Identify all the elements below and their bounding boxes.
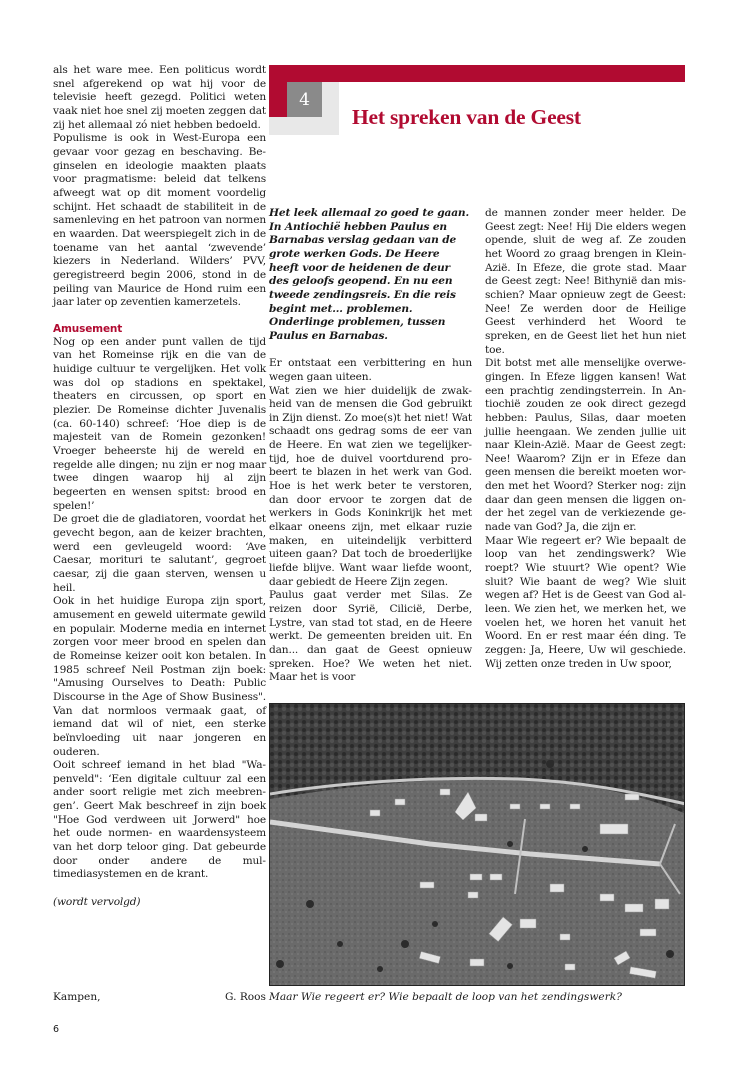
paragraph: Dit botst met alle menselijke overwegingen. In Efeze liggen kansen! Wat een prachtig zendingsterrein. In Antiochië zouden ze ook direct gezegd hebben: Paulus, Silas, daar moeten jullie heengaan. We zenden jullie uit naar Klein-Azië. Maar de Geest zegt: Nee! Waarom? Zijn er in Efeze dan geen mensen die bereikt moeten worden met het Woord? Sterker nog: zijn daar dan geen mensen die liggen onder het zegel van de verkiezende genade van God? Ja, die zijn er. [485,357,686,534]
signature-author: G. Roos [225,991,266,1003]
article-column-2 [485,207,686,671]
article-column-1 [269,207,472,685]
continued-note: (wordt vervolgd) [53,895,141,908]
article-title: Het spreken van de Geest [352,105,581,129]
signature-place: Kampen, [53,991,101,1003]
left-column [53,64,266,909]
subheading-amusement: Amusement [53,322,123,335]
paragraph: Wat zien we hier duidelijk de zwakheid van de mensen die God gebruikt in Zijn dienst. Zo moe(s)t het niet! Wat schaadt ons gedrag soms de eer van de Heere. En wat zien we tegelijkertijd, hoe de duivel voortdurend probeert te blazen in het werk van God. Hoe is het werk beter te verstoren, dan door ervoor te zorgen dat de werkers in Gods Koninkrijk het met elkaar oneens zijn, met elkaar ruzie maken, en uiteindelijk verbitterd uiteen gaan? Dat toch de broederlijke liefde blijve. Want waar liefde woont, daar gebiedt de Heere Zijn zegen. [269,384,472,588]
article-intro: Het leek allemaal zo goed te gaan. In Antiochië hebben Paulus en Barnabas verslag gedaan van de grote werken Gods. De Heere heeft voor de heidenen de deur des geloofs geopend. En nu een tweede zendingsreis. En die reis begint met... problemen. Onderlinge problemen, tussen Paulus en Barnabas. [269,207,469,342]
article-number-badge: 4 [287,82,322,117]
aerial-village-image [270,704,685,986]
paragraph: Paulus gaat verder met Silas. Ze reizen door Syrië, Cilicië, Derbe, Lystre, van stad tot stad, en de Heere werkt. De gemeenten breiden uit. En dan... dan gaat de Geest opnieuw spreken. Hoe? We weten het niet. Maar het is voor [269,589,472,684]
page-number: 6 [53,1024,60,1035]
signature [53,991,266,1003]
paragraph: Ook in het huidige Europa zijn sport, amusement en geweld uitermate gewild en populair. Moderne media en internet zorgen voor meer brood en spelen dan de Romeinse keizer ooit kon betalen. In 1985 schreef Neil Postman zijn boek: "Amusing Ourselves to Death: Public Discourse in the Age of Show Business". Van dat normloos vermaak gaat, of iemand dat wil of niet, een sterke beïnvloeding uit naar jongeren en ouderen. [53,595,266,758]
paragraph: als het ware mee. Een politicus wordt snel afgerekend op wat hij voor de televisie heeft gezegd. Politici weten vaak niet hoe snel zij moeten zeggen dat zij het allemaal zó niet hebben bedoeld. [53,64,266,131]
paragraph: Populisme is ook in West-Europa een gevaar voor gezag en beschaving. Beginselen en ideologie maakten plaats voor pragmatisme: beleid dat telkens afweegt wat op dit moment voordelig schijnt. Het schaadt de stabiliteit in de samenleving en het patroon van normen en waarden. Dat weerspiegelt zich in de toename van het aantal ‘zwevende’ kiezers in Nederland. Wilders’ PVV, geregistreerd begin 2006, stond in de peiling van Maurice de Hond ruim een jaar later op zeventien kamerzetels. [53,132,266,309]
paragraph: Er ontstaat een verbittering en hun wegen gaan uiteen. [269,357,472,383]
paragraph: Maar Wie regeert er? Wie bepaalt de loop van het zendingswerk? Wie roept? Wie stuurt? Wie opent? Wie sluit? Wie baant de weg? Wie sluit wegen af? Het is de Geest van God alleen. We zien het, we merken het, we voelen het, we horen het vanuit het Woord. En er rest maar één ding. Te zeggen: Ja, Heere, Uw wil geschiede. Wij zetten onze treden in Uw spoor, [485,534,686,670]
header-accent-vertical [269,65,287,117]
header-accent-bar [269,65,685,82]
paragraph: Ooit schreef iemand in het blad "Wapenveld": ‘Een digitale cultuur zal een ander soort religie met zich meebrengen’. Geert Mak beschreef in zijn boek "Hoe God verdween uit Jorwerd" hoe het oude normen- en waardensysteem van het dorp teloor ging. Dat gebeurde door onder andere de multimediasystemen en de krant. [53,759,266,881]
aerial-photo [269,703,685,986]
paragraph: Nog op een ander punt vallen de tijd van het Romeinse rijk en die van de huidige cultuur te vergelijken. Het volk was dol op stadions en spektakel, theaters en circussen, op sport en plezier. De Romeinse dichter Juvenalis (ca. 60-140) schreef: ‘Hoe diep is de majesteit van de Romein gezonken! Vroeger beheerste hij de wereld en regelde alle dingen; nu zijn er nog maar twee dingen waarop hij al zijn begeerten en wensen spitst: brood en spelen!’ [53,335,266,512]
paragraph: de mannen zonder meer helder. De Geest zegt: Nee! Hij Die elders wegen opende, sluit de weg af. Ze zouden het Woord zo graag brengen in Klein-Azië. In Efeze, die grote stad. Maar de Geest zegt: Nee! Bithynië dan misschien? Maar opnieuw zegt de Geest: Nee! Ze werden door de Heilige Geest verhinderd het Woord te spreken, en de Geest liet het hun niet toe. [485,207,686,356]
photo-caption: Maar Wie regeert er? Wie bepaalt de loop van het zendingswerk? [269,991,622,1003]
paragraph: De groet die de gladiatoren, voordat het gevecht begon, aan de keizer brachten, werd een gevleugeld woord: ‘Ave Caesar, morituri te salutant’, gegroet caesar, zij die gaan sterven, wensen u heil. [53,513,266,594]
